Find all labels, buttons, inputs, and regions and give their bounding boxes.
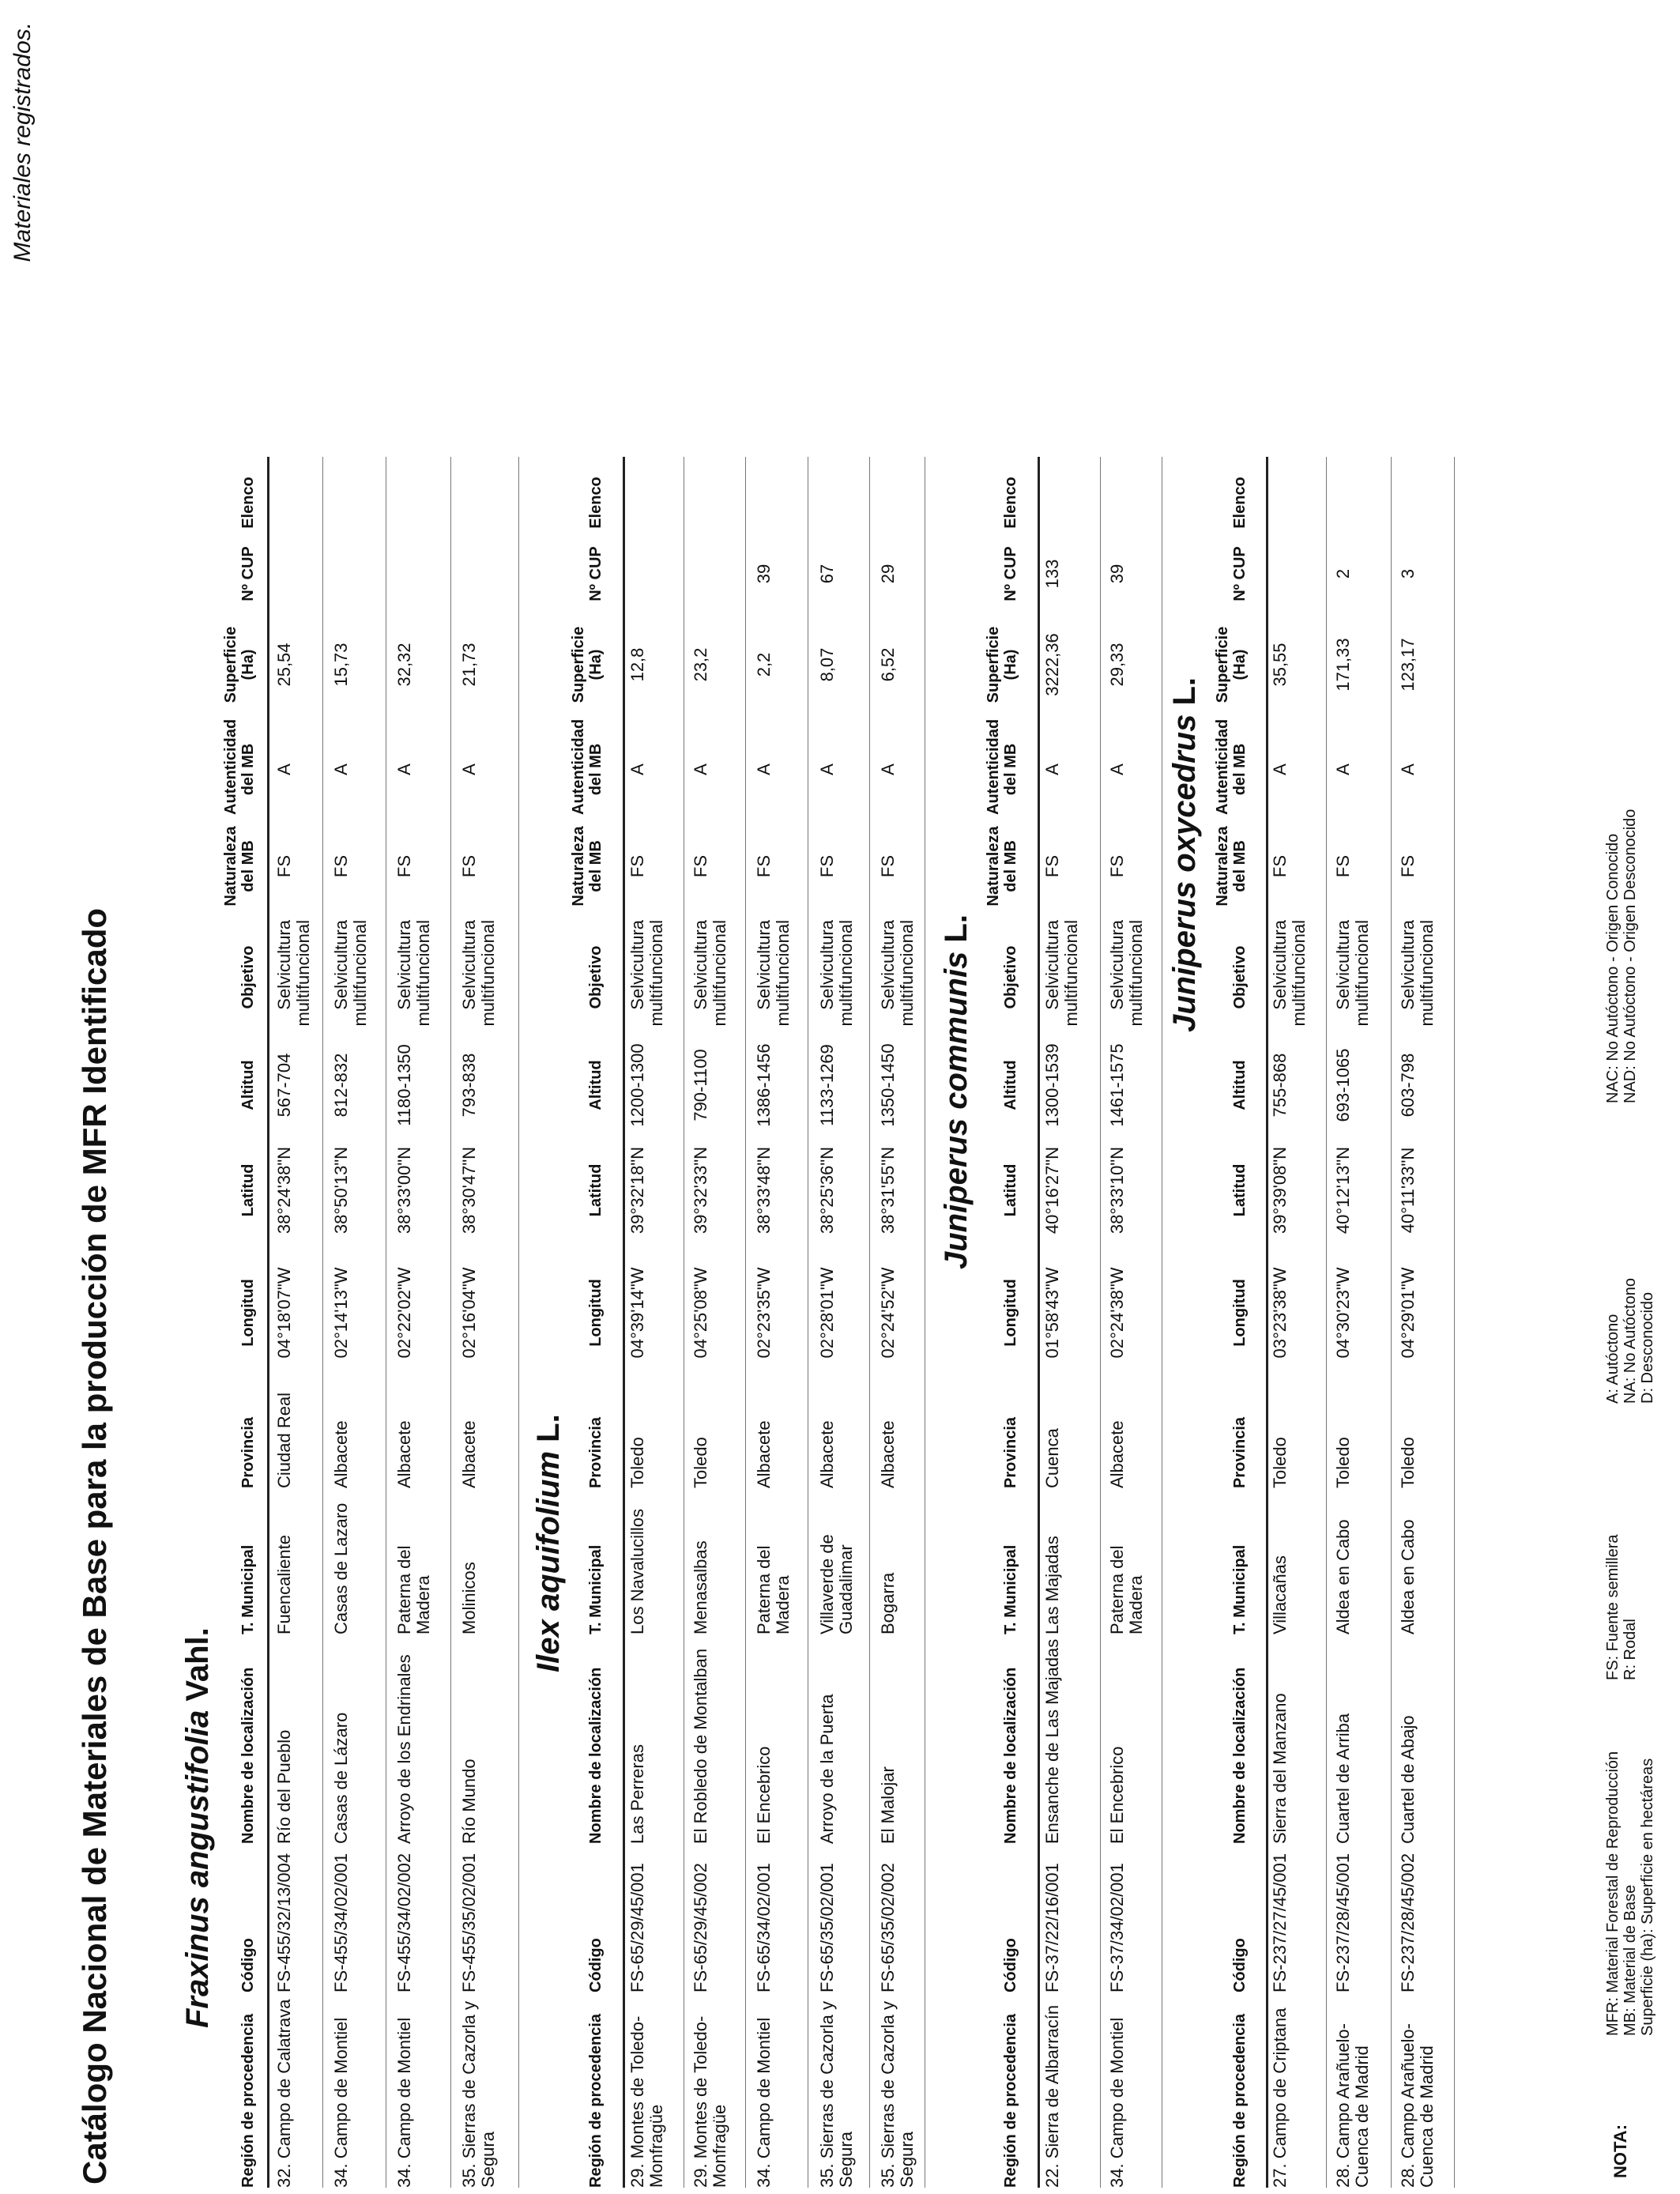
species-author: L.: [939, 914, 974, 952]
table-cell-naturaleza: FS: [331, 854, 351, 878]
table-cell-superficie: 35,55: [1270, 643, 1290, 687]
column-header-line: Naturaleza: [222, 826, 239, 907]
row-rule: [518, 457, 519, 2188]
column-header: Nombre de localización: [1002, 1667, 1019, 1844]
table-cell-nombre: Ensanche de Las Majadas: [1042, 1638, 1062, 1844]
table-cell-region: 34. Campo de Montiel: [331, 2017, 351, 2188]
column-header: Latitud: [1231, 1163, 1249, 1217]
column-header: Región de procedencia: [1231, 2013, 1249, 2188]
table-cell-autenticidad: A: [1107, 763, 1127, 775]
table-cell-latitud: 38°50'13"N: [331, 1146, 351, 1235]
note-line: NA: No Autóctono: [1622, 1278, 1639, 1404]
header-label: Materiales registrados.: [9, 22, 36, 262]
table-cell-codigo: FS-455/35/02/001: [459, 1853, 479, 1992]
species-genus: Juniperus communis: [939, 951, 974, 1269]
nota-label: NOTA:: [1610, 2124, 1630, 2178]
table-cell-objetivo: Selvicultura multifuncional: [459, 920, 498, 1027]
column-header: Longitud: [1231, 1279, 1249, 1347]
table-cell-nombre: El Encebrico: [1107, 1746, 1127, 1844]
table-cell-region: 34. Campo de Montiel: [754, 2017, 774, 2188]
table-cell-superficie: 15,73: [331, 643, 351, 687]
column-header-line: Autenticidad: [222, 718, 239, 815]
column-header: Provincia: [1231, 1416, 1249, 1488]
table-cell-cup: 133: [1042, 559, 1062, 589]
column-header: Nombre de localización: [1231, 1667, 1249, 1844]
table-cell-nombre: El Malojar: [878, 1766, 898, 1844]
table-cell-superficie: 171,33: [1333, 638, 1353, 692]
table-cell-provincia: Ciudad Real: [274, 1392, 294, 1488]
column-header: T. Municipal: [1231, 1544, 1249, 1634]
column-header: [222, 621, 257, 708]
table-cell-longitud: 02°22'02"W: [394, 1267, 414, 1359]
table-cell-provincia: Albacete: [331, 1420, 351, 1488]
note-line: D: Desconocido: [1639, 1291, 1656, 1404]
table-cell-autenticidad: A: [754, 763, 774, 775]
table-cell-nombre: Arroyo de la Puerta: [817, 1694, 837, 1844]
column-header: Código: [1231, 1938, 1249, 1992]
table-cell-objetivo: Selvicultura multifuncional: [754, 920, 793, 1027]
column-header-line: Autenticidad: [1214, 718, 1231, 815]
table-cell-codigo: FS-65/35/02/001: [817, 1863, 837, 1992]
table-cell-municipal: Paterna del Madera: [394, 1545, 433, 1634]
table-cell-provincia: Albacete: [1107, 1420, 1127, 1488]
table-cell-codigo: FS-237/28/45/001: [1333, 1853, 1353, 1992]
table-cell-objetivo: Selvicultura multifuncional: [1270, 920, 1309, 1027]
column-header: Latitud: [239, 1163, 257, 1217]
table-cell-region: 34. Campo de Montiel: [1107, 2017, 1127, 2188]
table-cell-nombre: Río Mundo: [459, 1759, 479, 1844]
column-header: Objetivo: [1231, 945, 1249, 1009]
column-header: [570, 621, 605, 708]
table-cell-altitud: 793-838: [459, 1053, 479, 1118]
column-header: Código: [587, 1938, 605, 1992]
table-cell-superficie: 3222,36: [1042, 633, 1062, 696]
table-cell-longitud: 02°24'38"W: [1107, 1267, 1127, 1359]
column-header: Longitud: [1002, 1279, 1019, 1347]
table-cell-provincia: Albacete: [459, 1420, 479, 1488]
column-header: Objetivo: [239, 945, 257, 1009]
column-header: Longitud: [587, 1279, 605, 1347]
table-cell-codigo: FS-455/34/02/001: [331, 1853, 351, 1992]
column-header: Latitud: [587, 1163, 605, 1217]
row-rule: [1100, 457, 1101, 2188]
table-cell-naturaleza: FS: [1270, 854, 1290, 878]
note-line: MFR: Material Forestal de Reproducción: [1604, 1751, 1622, 2036]
column-header: [222, 823, 257, 910]
table-cell-provincia: Toledo: [691, 1437, 710, 1488]
table-cell-superficie: 6,52: [878, 647, 898, 682]
note-line: MB: Material de Base: [1622, 1884, 1639, 2036]
table-cell-region: 35. Sierras de Cazorla y Segura: [878, 2001, 917, 2188]
row-rule: [1391, 457, 1392, 2188]
column-header-line: (Ha): [239, 649, 257, 680]
column-header-line: del MB: [1231, 743, 1249, 796]
table-cell-provincia: Albacete: [817, 1420, 837, 1488]
table-cell-autenticidad: A: [878, 763, 898, 775]
table-cell-altitud: 1350-1450: [878, 1043, 898, 1127]
table-cell-autenticidad: A: [1333, 763, 1353, 775]
column-header-line: (Ha): [587, 649, 605, 680]
table-cell-objetivo: Selvicultura multifuncional: [878, 920, 917, 1027]
table-cell-superficie: 21,73: [459, 643, 479, 687]
table-cell-altitud: 693-1065: [1333, 1048, 1353, 1122]
table-cell-provincia: Toledo: [1333, 1437, 1353, 1488]
table-cell-naturaleza: FS: [1333, 854, 1353, 878]
table-cell-superficie: 25,54: [274, 643, 294, 687]
table-cell-latitud: 38°33'00"N: [394, 1146, 414, 1235]
table-cell-latitud: 40°16'27"N: [1042, 1146, 1062, 1235]
column-header: Región de procedencia: [1002, 2013, 1019, 2188]
table-cell-codigo: FS-65/29/45/002: [691, 1863, 710, 1992]
column-header: Provincia: [587, 1416, 605, 1488]
table-cell-altitud: 603-798: [1398, 1053, 1418, 1118]
table-cell-region: 27. Campo de Criptana: [1270, 2007, 1290, 2188]
species-genus: Fraxinus angustifolia: [180, 1710, 215, 2028]
header-rule: [623, 457, 625, 2188]
table-cell-municipal: Villacañas: [1270, 1555, 1290, 1634]
table-cell-autenticidad: A: [817, 763, 837, 775]
column-header: [985, 621, 1019, 708]
table-cell-municipal: Bogarra: [878, 1572, 898, 1634]
table-cell-longitud: 02°14'13"W: [331, 1267, 351, 1359]
table-cell-latitud: 40°12'13"N: [1333, 1146, 1353, 1235]
table-cell-altitud: 1300-1539: [1042, 1043, 1062, 1127]
table-cell-provincia: Toledo: [1398, 1437, 1418, 1488]
column-header: T. Municipal: [239, 1544, 257, 1634]
table-cell-nombre: Sierra del Manzano: [1270, 1693, 1290, 1844]
column-header-line: (Ha): [1002, 649, 1019, 680]
table-cell-superficie: 8,07: [817, 647, 837, 682]
table-cell-naturaleza: FS: [1107, 854, 1127, 878]
row-rule: [869, 457, 870, 2188]
table-cell-longitud: 02°23'35"W: [754, 1267, 774, 1359]
column-header: Nº CUP: [239, 546, 257, 601]
table-cell-naturaleza: FS: [1042, 854, 1062, 878]
species-author: L.: [1167, 677, 1202, 714]
table-cell-codigo: FS-65/29/45/001: [627, 1863, 647, 1992]
column-header: Nombre de localización: [239, 1667, 257, 1844]
table-cell-naturaleza: FS: [754, 854, 774, 878]
column-header-line: Superficie: [1214, 626, 1231, 703]
table-cell-superficie: 123,17: [1398, 638, 1418, 692]
column-header: Elenco: [587, 477, 605, 529]
table-cell-superficie: 29,33: [1107, 643, 1127, 687]
table-cell-provincia: Cuenca: [1042, 1428, 1062, 1488]
column-header: [570, 823, 605, 910]
column-header-line: del MB: [587, 840, 605, 892]
table-cell-nombre: Cuartel de Arriba: [1333, 1713, 1353, 1844]
table-cell-longitud: 02°16'04"W: [459, 1267, 479, 1359]
table-cell-altitud: 1180-1350: [394, 1044, 414, 1126]
table-cell-codigo: FS-455/34/02/002: [394, 1853, 414, 1992]
table-cell-nombre: Las Perreras: [627, 1744, 647, 1844]
table-cell-autenticidad: A: [1398, 763, 1418, 775]
table-cell-longitud: 04°39'14"W: [627, 1267, 647, 1359]
column-header: Altitud: [1231, 1060, 1249, 1110]
table-cell-latitud: 38°30'47"N: [459, 1146, 479, 1235]
table-cell-cup: 2: [1333, 568, 1353, 579]
table-cell-autenticidad: A: [459, 763, 479, 775]
table-cell-region: 28. Campo Arañuelo-Cuenca de Madrid: [1398, 2023, 1437, 2188]
header-rule: [1038, 457, 1040, 2188]
table-cell-autenticidad: A: [627, 763, 647, 775]
table-cell-objetivo: Selvicultura multifuncional: [331, 920, 370, 1027]
column-header: [1214, 823, 1249, 910]
column-header: Nº CUP: [1002, 546, 1019, 601]
column-header-line: del MB: [239, 743, 257, 796]
table-cell-region: 35. Sierras de Cazorla y Segura: [817, 2001, 856, 2188]
column-header: Elenco: [1002, 477, 1019, 529]
table-cell-cup: 39: [1107, 564, 1127, 584]
column-header: Nº CUP: [1231, 546, 1249, 601]
column-header-line: Superficie: [570, 626, 587, 703]
table-cell-latitud: 39°39'08"N: [1270, 1146, 1290, 1235]
table-cell-region: 35. Sierras de Cazorla y Segura: [459, 2001, 498, 2188]
table-cell-provincia: Albacete: [394, 1420, 414, 1488]
table-cell-longitud: 02°28'01"W: [817, 1267, 837, 1359]
table-cell-nombre: Arroyo de los Endrinales: [394, 1654, 414, 1844]
table-cell-naturaleza: FS: [1398, 854, 1418, 878]
column-header-line: Autenticidad: [985, 718, 1002, 815]
column-header: Nombre de localización: [587, 1667, 605, 1844]
species-title: [939, 914, 974, 1269]
column-header: Altitud: [239, 1060, 257, 1110]
table-cell-autenticidad: A: [274, 763, 294, 775]
table-cell-region: 29. Montes de Toledo-Monfragüe: [691, 2015, 729, 2188]
table-cell-longitud: 04°30'23"W: [1333, 1267, 1353, 1359]
species-author: L.: [531, 1414, 566, 1451]
page-title: Catálogo Nacional de Materiales de Base para la producción de MFR Identificado: [76, 907, 113, 2185]
table-cell-nombre: El Encebrico: [754, 1746, 774, 1844]
table-cell-objetivo: Selvicultura multifuncional: [627, 920, 666, 1027]
column-header: Latitud: [1002, 1163, 1019, 1217]
column-header: [222, 718, 257, 815]
table-cell-altitud: 812-832: [331, 1053, 351, 1118]
table-cell-region: 34. Campo de Montiel: [394, 2017, 414, 2188]
table-cell-altitud: 755-868: [1270, 1053, 1290, 1118]
table-cell-objetivo: Selvicultura multifuncional: [817, 920, 856, 1027]
table-cell-altitud: 567-704: [274, 1053, 294, 1118]
column-header: [1214, 718, 1249, 815]
column-header: [1214, 621, 1249, 708]
table-cell-naturaleza: FS: [627, 854, 647, 878]
row-rule: [745, 457, 746, 2188]
note-line: R: Rodal: [1622, 1619, 1639, 1680]
table-cell-altitud: 1133-1269: [817, 1044, 837, 1126]
species-title: [1167, 677, 1203, 1032]
column-header: T. Municipal: [1002, 1544, 1019, 1634]
table-cell-codigo: FS-237/28/45/002: [1398, 1853, 1418, 1992]
table-cell-municipal: Villaverde de Guadalimar: [817, 1534, 856, 1634]
table-cell-superficie: 32,32: [394, 643, 414, 687]
header-rule: [1266, 457, 1268, 2188]
column-header-line: Naturaleza: [570, 826, 587, 907]
species-author: Vahl.: [180, 1627, 215, 1710]
table-cell-municipal: Las Majadas: [1042, 1536, 1062, 1634]
table-cell-latitud: 38°31'55"N: [878, 1146, 898, 1235]
table-cell-codigo: FS-455/32/13/004: [274, 1853, 294, 1992]
column-header: [985, 718, 1019, 815]
table-cell-superficie: 2,2: [754, 652, 774, 677]
column-header: [985, 823, 1019, 910]
table-cell-codigo: FS-65/35/02/002: [878, 1863, 898, 1992]
table-cell-provincia: Toledo: [1270, 1437, 1290, 1488]
column-header-line: Superficie: [222, 626, 239, 703]
note-line: A: Autóctono: [1604, 1314, 1622, 1404]
table-cell-naturaleza: FS: [459, 854, 479, 878]
row-rule: [450, 457, 451, 2188]
column-header-line: (Ha): [1231, 649, 1249, 680]
table-cell-provincia: Albacete: [878, 1420, 898, 1488]
column-header-line: del MB: [587, 743, 605, 796]
table-cell-autenticidad: A: [394, 763, 414, 775]
column-header-line: Autenticidad: [570, 718, 587, 815]
table-cell-objetivo: Selvicultura multifuncional: [1042, 920, 1081, 1027]
table-cell-cup: 39: [754, 564, 774, 584]
column-header: Nº CUP: [587, 546, 605, 601]
table-cell-autenticidad: A: [331, 763, 351, 775]
table-cell-latitud: 38°24'38"N: [274, 1146, 294, 1235]
column-header: Región de procedencia: [587, 2013, 605, 2188]
table-cell-naturaleza: FS: [817, 854, 837, 878]
species-title: [531, 1414, 567, 1672]
note-line: Superficie (ha): Superficie en hectáreas: [1639, 1758, 1656, 2036]
column-header: Provincia: [1002, 1416, 1019, 1488]
column-header: Objetivo: [1002, 945, 1019, 1009]
table-cell-naturaleza: FS: [691, 854, 710, 878]
table-cell-municipal: Aldea en Cabo: [1398, 1519, 1418, 1634]
table-cell-naturaleza: FS: [878, 854, 898, 878]
column-header: Longitud: [239, 1279, 257, 1347]
row-rule: [1326, 457, 1327, 2188]
table-cell-nombre: Casas de Lázaro: [331, 1712, 351, 1844]
column-header: Elenco: [239, 477, 257, 529]
table-cell-objetivo: Selvicultura multifuncional: [1107, 920, 1146, 1027]
column-header-line: Superficie: [985, 626, 1002, 703]
column-header-line: del MB: [1002, 743, 1019, 796]
table-cell-objetivo: Selvicultura multifuncional: [1333, 920, 1372, 1027]
table-cell-autenticidad: A: [1042, 763, 1062, 775]
table-cell-municipal: Paterna del Madera: [1107, 1545, 1146, 1634]
table-cell-codigo: FS-37/34/02/001: [1107, 1863, 1127, 1992]
column-header: Región de procedencia: [239, 2013, 257, 2188]
table-cell-provincia: Toledo: [627, 1437, 647, 1488]
table-cell-region: 28. Campo Arañuelo-Cuenca de Madrid: [1333, 2023, 1372, 2188]
table-cell-municipal: Casas de Lazaro: [331, 1502, 351, 1634]
table-cell-provincia: Albacete: [754, 1420, 774, 1488]
table-cell-cup: 67: [817, 564, 837, 584]
column-header: Altitud: [1002, 1060, 1019, 1110]
table-cell-municipal: Fuencaliente: [274, 1535, 294, 1634]
table-cell-naturaleza: FS: [394, 854, 414, 878]
column-header-line: Naturaleza: [1214, 826, 1231, 907]
table-cell-nombre: Río del Pueblo: [274, 1729, 294, 1844]
table-cell-objetivo: Selvicultura multifuncional: [691, 920, 729, 1027]
column-header: Altitud: [587, 1060, 605, 1110]
table-cell-objetivo: Selvicultura multifuncional: [394, 920, 433, 1027]
table-cell-superficie: 23,2: [691, 647, 710, 682]
note-line: NAD: No Autóctono - Origen Desconocido: [1622, 809, 1639, 1103]
note-line: FS: Fuente semillera: [1604, 1534, 1622, 1680]
table-cell-longitud: 04°25'08"W: [691, 1267, 710, 1359]
table-cell-latitud: 39°32'18"N: [627, 1146, 647, 1235]
species-title: [180, 1627, 216, 2028]
table-cell-latitud: 38°25'36"N: [817, 1146, 837, 1235]
table-cell-latitud: 38°33'10"N: [1107, 1146, 1127, 1235]
table-cell-longitud: 03°23'38"W: [1270, 1267, 1290, 1359]
table-cell-latitud: 39°32'33"N: [691, 1146, 710, 1235]
table-cell-municipal: Los Navalucillos: [627, 1509, 647, 1634]
table-cell-codigo: FS-37/22/16/001: [1042, 1863, 1062, 1992]
table-cell-naturaleza: FS: [274, 854, 294, 878]
table-cell-cup: 3: [1398, 568, 1418, 579]
table-cell-nombre: El Robledo de Montalban: [691, 1648, 710, 1844]
species-genus: Ilex aquifolium: [531, 1450, 566, 1672]
table-cell-longitud: 04°29'01"W: [1398, 1267, 1418, 1359]
row-rule: [1454, 457, 1455, 2188]
column-header: Elenco: [1231, 477, 1249, 529]
column-header-line: del MB: [1231, 840, 1249, 892]
species-genus: Juniperus oxycedrus: [1167, 714, 1202, 1032]
table-cell-longitud: 04°18'07"W: [274, 1267, 294, 1359]
column-header-line: del MB: [239, 840, 257, 892]
table-cell-altitud: 1386-1456: [754, 1043, 774, 1127]
table-cell-cup: 29: [878, 564, 898, 584]
table-cell-municipal: Molinicos: [459, 1562, 479, 1634]
table-cell-objetivo: Selvicultura multifuncional: [1398, 920, 1437, 1027]
table-cell-autenticidad: A: [1270, 763, 1290, 775]
column-header: Objetivo: [587, 945, 605, 1009]
table-cell-superficie: 12,8: [627, 647, 647, 682]
table-cell-altitud: 790-1100: [691, 1049, 710, 1122]
column-header: T. Municipal: [587, 1544, 605, 1634]
table-cell-nombre: Cuartel de Abajo: [1398, 1715, 1418, 1844]
note-line: NAC: No Autóctono - Origen Conocido: [1604, 833, 1622, 1103]
column-header-line: Naturaleza: [985, 826, 1002, 907]
table-cell-region: 32. Campo de Calatrava: [274, 1999, 294, 2188]
table-cell-longitud: 01°58'43"W: [1042, 1267, 1062, 1359]
column-header: [570, 718, 605, 815]
table-cell-region: 29. Montes de Toledo-Monfragüe: [627, 2015, 666, 2188]
column-header: Código: [1002, 1938, 1019, 1992]
table-cell-municipal: Menasalbas: [691, 1540, 710, 1634]
table-cell-objetivo: Selvicultura multifuncional: [274, 920, 313, 1027]
table-cell-latitud: 40°11'33"N: [1398, 1147, 1418, 1234]
table-cell-altitud: 1200-1300: [627, 1043, 647, 1127]
column-header: Código: [239, 1938, 257, 1992]
table-cell-municipal: Paterna del Madera: [754, 1545, 793, 1634]
column-header: Provincia: [239, 1416, 257, 1488]
table-cell-latitud: 38°33'48"N: [754, 1146, 774, 1235]
table-cell-codigo: FS-237/27/45/001: [1270, 1853, 1290, 1992]
table-cell-autenticidad: A: [691, 763, 710, 775]
row-rule: [322, 457, 323, 2188]
table-cell-municipal: Aldea en Cabo: [1333, 1519, 1353, 1634]
table-cell-longitud: 02°24'52"W: [878, 1267, 898, 1359]
table-cell-codigo: FS-65/34/02/001: [754, 1863, 774, 1992]
table-cell-altitud: 1461-1575: [1107, 1043, 1127, 1127]
header-rule: [267, 457, 269, 2188]
column-header-line: del MB: [1002, 840, 1019, 892]
table-cell-region: 22. Sierra de Albarracín: [1042, 2004, 1062, 2188]
